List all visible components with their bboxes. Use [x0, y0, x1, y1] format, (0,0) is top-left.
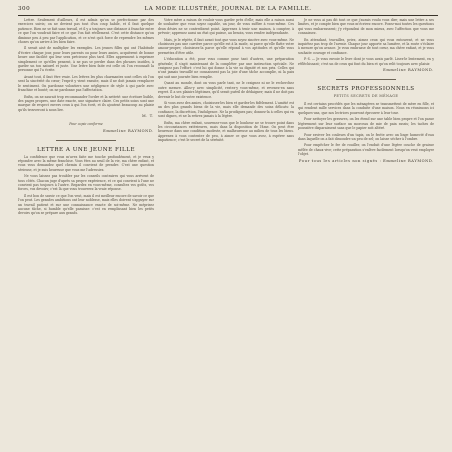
paragraph: P.-S. — Je vous envoie le livre dont je vous avais parlé. Lisez-le lentement, en y réfléchissant; c'est un de ceux qui font du bien et qu'on relit toujours avec plaisir.	[298, 57, 434, 66]
section-divider	[56, 140, 116, 141]
running-title: LA MODE ILLUSTRÉE, JOURNAL DE LA FAMILLE.	[144, 6, 312, 12]
paragraph: Mais, je le répète, il faut avant tout que vous soyez sincère avec vous-même. Ne choisissez pas une carrière parce qu'elle est à la mode, ni parce qu'elle flatte votre amour-propre; choisissez-la parce qu'elle répond à vos aptitudes et qu'elle vous permettra d'être utile.	[158, 37, 294, 55]
paragraph: Quant au monde, dont on vous parle tant, ne le craignez ni ne le recherchez outre mesure. Allez-y avec simplicité, restez-y vous-même, et revenez-en sans regret. Il a ses plaisirs légitimes, qu'il serait puéril de dédaigner; mais il ne doit pas devenir le but de votre existence.	[158, 81, 294, 99]
paragraph: Votre mère a raison de vouloir vous garder près d'elle; mais elle a raison aussi de souhaiter que vous soyez capable, un jour, de vous suffire à vous-même. Ces deux désirs ne se contredisent point. Apprenez à tenir une maison, à compter, à prévoir; apprenez aussi un état qui puisse, au besoin, vous rendre indépendante.	[158, 18, 294, 36]
page-number: 300	[18, 6, 31, 12]
paragraph: Enfin, ma chère enfant, souvenez-vous que le bonheur ne se trouve point dans les circonstances extérieures, mais dans la disposition de l'âme. On peut être heureuse dans une condition modeste, et malheureuse au milieu de tous les biens. Apprenez à vous contenter de peu, à aimer ce que vous avez, à espérer sans impatience; c'est le secret de la sérénité.	[158, 120, 294, 143]
signature-initials: M. T.	[142, 114, 154, 119]
page-footer-note: Pour tous les articles non signés : Emmeline RAYMOND.	[299, 158, 434, 163]
column-3	[298, 18, 434, 444]
paragraph: Pour raviver les couleurs d'un tapis, on le frotte avec un linge humecté d'eau dans laquelle on a fait dissoudre un peu de sel; on laisse sécher à l'ombre.	[298, 132, 434, 141]
paragraph: Enfin, on ne saurait trop recommander l'ordre et la netteté: une écriture lisible, des pages propres, une date exacte, une signature claire. Ces petits soins sont une marque de respect envers ceux à qui l'on écrit, et ils ajoutent beaucoup au plaisir qu'ils trouveront à nous lire.	[18, 94, 154, 112]
author-signature: Emmeline RAYMOND.	[383, 68, 434, 73]
paragraph: Si vous avez des amies, choisissez-les bien et gardez-les fidèlement. L'amitié est un des plus grands biens de la vie, mais elle demande des soins délicats: la confiance, la discrétion, l'indulgence. Ne la prodiguez pas; donnez-la à celles qui en sont dignes, et ne la retirez jamais à la légère.	[158, 100, 294, 119]
paragraph: Il est certains procédés que les ménagères se transmettent de mère en fille, et qui rendent mille services dans la conduite d'une maison. Nous en réunissons ici quelques-uns, que nos lectrices pourront éprouver à leur tour.	[298, 102, 434, 115]
paragraph: Pour nettoyer les gravures, on les étend sur une table bien propre et l'on passe légèrement sur leur surface un morceau de mie de pain rassis; les taches de poussière disparaissent sans que le papier soit altéré.	[298, 117, 434, 131]
section-divider	[336, 79, 396, 80]
running-header	[18, 4, 438, 14]
paragraph: Pour empêcher le fer de rouiller, on l'enduit d'une légère couche de graisse mêlée de chaux vive; cette préparation s'enlève facilement lorsqu'on veut employer l'objet.	[298, 143, 434, 157]
signature-note: Pour copie conforme	[69, 122, 103, 127]
paragraph: Il est bon de savoir ce que l'on veut, mais il est meilleur encore de savoir ce que l'on peut. Les grandes ambitions ont leur noblesse, mais elles doivent s'appuyer sur un travail patient et sur une connaissance exacte de soi-même. Ne méprisez aucune tâche, si humble qu'elle paraisse: c'est en remplissant bien les petits devoirs qu'on se prépare aux grands.	[18, 193, 154, 216]
column-1	[18, 18, 154, 444]
header-rule	[18, 15, 438, 16]
paragraph: Avant tout, il faut être vraie. Les lettres les plus charmantes sont celles où l'on sent la sincérité du cœur; l'esprit y vient ensuite, mais il ne doit jamais remplacer le sentiment. On pardonne volontiers une négligence de style à qui parle avec franchise et bonté; on ne pardonne pas l'affectation.	[18, 74, 154, 93]
paragraph: Ne vous laissez pas troubler par les conseils contraires qui vous arrivent de tous côtés. Chacun juge d'après sa propre expérience, et ce qui convient à l'une ne convient pas toujours à l'autre. Regardez en vous-même, consultez vos goûts, vos forces, vos devoirs; c'est là que vous trouverez la vraie réponse.	[18, 174, 154, 192]
paragraph: Lettre. Seulement d'ailleurs, il est admis qu'on se perfectionne par des exercices suivis; on ne devient pas tout d'un coup habile, et il faut quelque patience. Rien ne se fait sans travail, et il y a toujours une distance à franchir entre ce que l'on voudrait faire et ce que l'on fait réellement. C'est cette distance qu'on diminue peu à peu par l'application, et ce n'est qu'à force de reprendre les mêmes choses qu'on arrive à les bien faire.	[18, 18, 154, 45]
article-heading: SECRETS PROFESSIONNELS	[317, 86, 415, 93]
column-2	[158, 18, 294, 444]
paragraph: Il serait aisé de multiplier les exemples. Les jeunes filles qui ont l'habitude d'écrire chaque jour, pour leurs parents ou pour leurs amies, acquièrent de bonne heure une facilité qui leur sera précieuse plus tard. Elles apprennent à exprimer simplement ce qu'elles pensent, à ne pas se perdre dans des phrases inutiles, à garder un ton naturel et juste. Une lettre bien faite est celle où l'on reconnaît la personne qui l'a écrite.	[18, 46, 154, 73]
paragraph: L'éducation a été, pour vous comme pour tant d'autres, une préparation générale; il s'agit maintenant de la compléter par une instruction spéciale. Ne craignez pas l'effort: c'est lui qui donne à la vie sa dignité et son prix. Celles qui n'ont jamais travaillé ne connaissent pas la joie d'une tâche accomplie, ni la paix qui suit une journée bien remplie.	[158, 57, 294, 79]
paragraph: La confidence que vous m'avez faite me touche profondément, et je veux y répondre avec la même franchise. Vous êtes au seuil de la vie, ma chère enfant, et vous vous demandez quel chemin il convient de prendre. C'est une question sérieuse, et je suis heureuse que vous me l'adressiez.	[18, 154, 154, 172]
paragraph: En attendant, travaillez, priez, aimez ceux qui vous entourent, et ne vous inquiétez pas trop de l'avenir. Chaque jour apporte sa lumière, et la route s'éclaire à mesure qu'on avance. Je vous embrasse de tout cœur, ma chère enfant, et je vous souhaite courage et confiance.	[298, 37, 434, 55]
paragraph: Je ne vous ai pas dit tout ce que j'aurais voulu vous dire; mais une lettre a ses limites, et je compte bien que vous m'écrirez encore. Posez-moi toutes les questions qui vous embarrassent; j'y répondrai de mon mieux, avec l'affection que vous me connaissez.	[298, 18, 434, 36]
article-subheading: PETITS SECRETS DE MÉNAGE	[333, 94, 399, 99]
author-signature: Emmeline RAYMOND.	[103, 128, 154, 133]
article-heading: LETTRE A UNE JEUNE FILLE	[36, 146, 136, 153]
